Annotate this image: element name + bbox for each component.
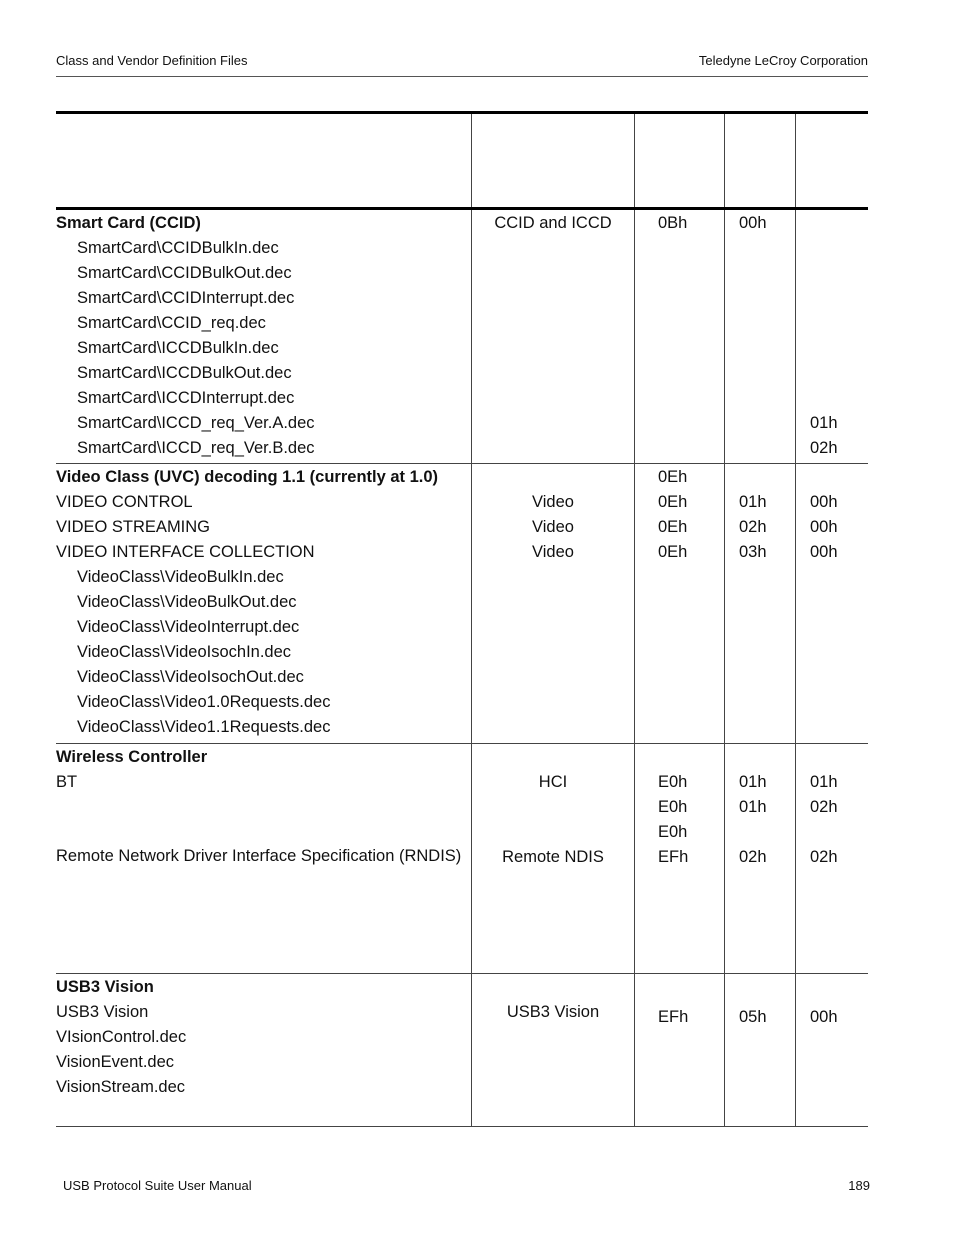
decoder-cell bbox=[471, 974, 634, 1126]
decoder-name bbox=[472, 795, 634, 820]
file-name: SmartCard\ICCD_req_Ver.A.dec bbox=[77, 414, 315, 432]
table-row-video-class bbox=[56, 464, 868, 744]
subclass-code bbox=[739, 465, 795, 490]
header-cell bbox=[471, 114, 634, 207]
decoder-name: HCI bbox=[538, 773, 568, 791]
subclass-code: 01h bbox=[739, 773, 767, 791]
class-code: 0Eh bbox=[658, 543, 688, 561]
file-name: VIsionControl.dec bbox=[56, 1028, 187, 1046]
table-row-wireless-controller bbox=[56, 744, 868, 974]
protocol-code: 01h bbox=[810, 414, 838, 432]
protocol-code: 00h bbox=[810, 1008, 838, 1026]
running-footer-left: USB Protocol Suite User Manual bbox=[63, 1178, 252, 1193]
name-cell bbox=[56, 464, 471, 743]
protocol-code-cell bbox=[795, 744, 868, 973]
class-code: 0Eh bbox=[658, 518, 688, 536]
class-code: EFh bbox=[658, 1008, 689, 1026]
header-cell bbox=[634, 114, 724, 207]
group-title: Wireless Controller bbox=[56, 748, 208, 766]
subclass-code-cell bbox=[724, 974, 795, 1126]
group-title: Video Class (UVC) decoding 1.1 (currently at 1.0) bbox=[56, 468, 439, 486]
subclass-code: 01h bbox=[739, 798, 767, 816]
file-name: SmartCard\CCIDBulkOut.dec bbox=[77, 264, 292, 282]
protocol-code: 00h bbox=[810, 518, 838, 536]
class-code: 0Bh bbox=[658, 214, 688, 232]
file-name: VideoClass\VideoInterrupt.dec bbox=[77, 618, 300, 636]
interface-name: VIDEO STREAMING bbox=[56, 518, 211, 536]
file-name: SmartCard\CCIDInterrupt.dec bbox=[77, 289, 295, 307]
subclass-code: 02h bbox=[739, 518, 767, 536]
protocol-code bbox=[810, 361, 868, 386]
file-name: VideoClass\VideoBulkIn.dec bbox=[77, 568, 284, 586]
file-name: VideoClass\Video1.0Requests.dec bbox=[77, 693, 331, 711]
subclass-code bbox=[739, 745, 795, 770]
decoder-name: Video bbox=[532, 543, 574, 561]
subclass-code bbox=[739, 980, 795, 1005]
decoder-cell bbox=[471, 210, 634, 463]
header-cell bbox=[56, 114, 471, 207]
decoder-name: Video bbox=[532, 518, 574, 536]
interface-name bbox=[56, 795, 471, 820]
decoder-name: USB3 Vision bbox=[506, 1003, 600, 1021]
interface-name: VIDEO INTERFACE COLLECTION bbox=[56, 543, 315, 561]
decoder-name bbox=[472, 975, 634, 1000]
subclass-code: 03h bbox=[739, 543, 767, 561]
interface-name bbox=[56, 820, 471, 845]
file-name: SmartCard\ICCDBulkOut.dec bbox=[77, 364, 292, 382]
header-cell bbox=[724, 114, 795, 207]
header-rule bbox=[56, 76, 868, 77]
class-code-cell bbox=[634, 974, 724, 1126]
interface-name: VIDEO CONTROL bbox=[56, 493, 193, 511]
interface-name: USB3 Vision bbox=[56, 1003, 149, 1021]
interface-name: Remote Network Driver Interface Specification (RNDIS) bbox=[56, 847, 462, 865]
subclass-code: 00h bbox=[739, 214, 767, 232]
protocol-code: 02h bbox=[810, 848, 838, 866]
decoder-name bbox=[472, 745, 634, 770]
protocol-code-cell bbox=[795, 974, 868, 1126]
file-name: VideoClass\VideoIsochIn.dec bbox=[77, 643, 292, 661]
page-number: 189 bbox=[848, 1178, 870, 1193]
group-title: USB3 Vision bbox=[56, 978, 154, 996]
protocol-code bbox=[810, 261, 868, 286]
class-code: E0h bbox=[658, 798, 688, 816]
table-row-usb3-vision bbox=[56, 974, 868, 1127]
header-cell bbox=[795, 114, 868, 207]
protocol-code: 02h bbox=[810, 798, 838, 816]
running-header-right: Teledyne LeCroy Corporation bbox=[698, 53, 868, 68]
running-header-left: Class and Vendor Definition Files bbox=[56, 53, 248, 68]
name-cell bbox=[56, 974, 471, 1126]
table-header-row bbox=[56, 114, 868, 207]
interface-name: BT bbox=[56, 773, 78, 791]
protocol-code bbox=[810, 980, 868, 1005]
class-code: 0Eh bbox=[658, 468, 688, 486]
file-name: VisionStream.dec bbox=[56, 1078, 186, 1096]
protocol-code bbox=[810, 465, 868, 490]
name-cell bbox=[56, 210, 471, 463]
protocol-code bbox=[810, 745, 868, 770]
file-name: VideoClass\Video1.1Requests.dec bbox=[77, 718, 331, 736]
file-name: SmartCard\CCID_req.dec bbox=[77, 314, 266, 332]
file-name: VideoClass\VideoIsochOut.dec bbox=[77, 668, 304, 686]
subclass-code bbox=[739, 820, 795, 845]
class-code bbox=[658, 745, 724, 770]
class-code-cell bbox=[634, 210, 724, 463]
subclass-code: 02h bbox=[739, 848, 767, 866]
protocol-code: 00h bbox=[810, 493, 838, 511]
protocol-code bbox=[810, 386, 868, 411]
class-code-cell bbox=[634, 744, 724, 973]
name-cell bbox=[56, 744, 471, 973]
decoder-name: Video bbox=[532, 493, 574, 511]
protocol-code bbox=[810, 311, 868, 336]
class-code: 0Eh bbox=[658, 493, 688, 511]
protocol-code: 02h bbox=[810, 439, 838, 457]
group-title: Smart Card (CCID) bbox=[56, 214, 201, 232]
subclass-code: 05h bbox=[739, 1008, 767, 1026]
decoder-name: Remote NDIS bbox=[502, 848, 604, 866]
protocol-code-cell bbox=[795, 464, 868, 743]
protocol-code bbox=[810, 820, 868, 845]
subclass-code-cell bbox=[724, 210, 795, 463]
subclass-code-cell bbox=[724, 744, 795, 973]
class-definition-table bbox=[56, 111, 868, 1127]
subclass-code: 01h bbox=[739, 493, 767, 511]
decoder-name bbox=[472, 465, 634, 490]
protocol-code: 00h bbox=[810, 543, 838, 561]
decoder-cell bbox=[471, 744, 634, 973]
decoder-cell bbox=[471, 464, 634, 743]
class-code-cell bbox=[634, 464, 724, 743]
decoder-name bbox=[472, 820, 634, 845]
protocol-code bbox=[810, 336, 868, 361]
file-name: SmartCard\ICCDBulkIn.dec bbox=[77, 339, 279, 357]
class-code: E0h bbox=[658, 823, 688, 841]
protocol-code: 01h bbox=[810, 773, 838, 791]
subclass-code-cell bbox=[724, 464, 795, 743]
table-row-smart-card bbox=[56, 210, 868, 464]
protocol-code bbox=[810, 286, 868, 311]
protocol-code-cell bbox=[795, 210, 868, 463]
file-name: SmartCard\ICCDInterrupt.dec bbox=[77, 389, 295, 407]
protocol-code bbox=[810, 236, 868, 261]
file-name: VideoClass\VideoBulkOut.dec bbox=[77, 593, 297, 611]
class-code: E0h bbox=[658, 773, 688, 791]
protocol-code bbox=[810, 211, 868, 236]
file-name: SmartCard\ICCD_req_Ver.B.dec bbox=[77, 439, 315, 457]
file-name: VisionEvent.dec bbox=[56, 1053, 175, 1071]
class-code: EFh bbox=[658, 848, 689, 866]
class-code bbox=[658, 980, 724, 1005]
decoder-name: CCID and ICCD bbox=[494, 214, 612, 232]
file-name: SmartCard\CCIDBulkIn.dec bbox=[77, 239, 279, 257]
